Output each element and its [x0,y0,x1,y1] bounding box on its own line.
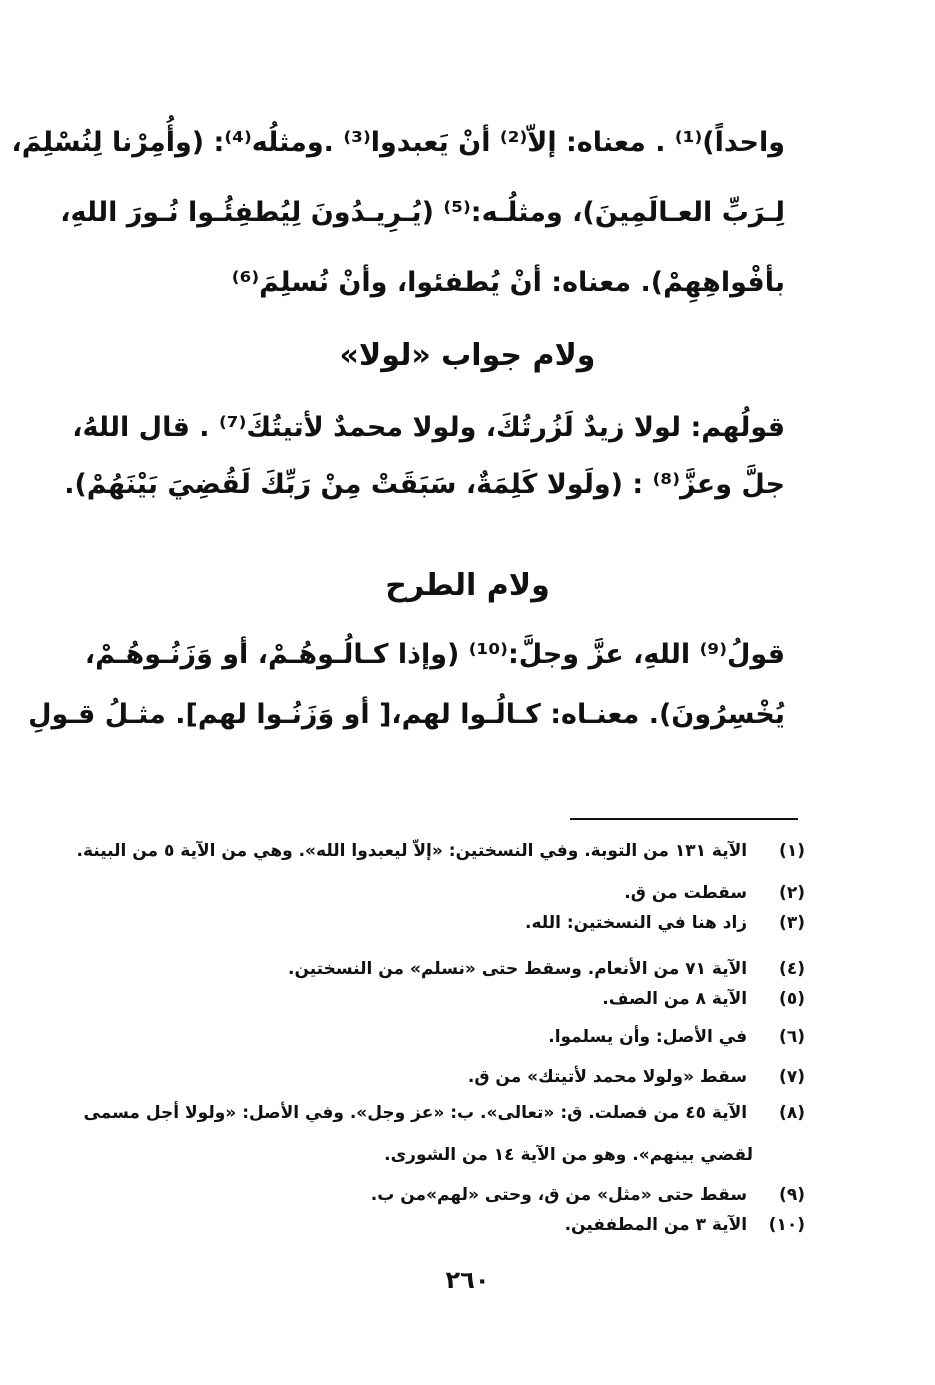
footnote-number: (٧) [779,1067,805,1087]
footnote-text: سقطت من ق. [624,883,748,903]
footnote-text: سقط حتى «مثل» من ق، وحتى «لهم»من ب. [370,1185,748,1205]
footnote-number: (١٠) [768,1215,805,1235]
footnote [76,836,805,866]
footnote-text: زاد هنا في النسختين: الله. [525,913,748,933]
page-number: ٢٦٠ [445,1266,490,1294]
footnote-number: (٩) [779,1185,805,1205]
footnote [95,1180,805,1210]
footnote [95,878,805,908]
footnote-number: (٤) [779,959,805,979]
footnote-text: الآية ٧١ من الأنعام. وسقط حتى «نسلم» من النسختين. [287,959,748,979]
body-line: جلَّ وعزَّ⁽⁸⁾ : (ولَولا كَلِمَةٌ، سَبَقَتْ مِنْ رَبِّكَ لَقُضِيَ بَيْنَهُمْ). [64,469,785,500]
footnote-text: في الأصل: وأن يسلموا. [548,1027,748,1047]
body-line: واحداً)⁽¹⁾ . معناه: إلاّ⁽²⁾ أنْ يَعبدوا⁽³⁾ .ومثلُه⁽⁴⁾: (وأُمِرْنا لِنُسْلِمَ، [11,127,785,158]
footnote [95,908,805,938]
body-line: يُخْسِرُونَ). معنـاه: كـالُـوا لهم،[ أو وَزَنُـوا لهم]. مثـلُ قـولِ [28,699,785,730]
footnote-text: الآية ٨ من الصف. [602,989,748,1009]
footnote-number: (٢) [779,883,805,903]
footnote-text: الآية ٣ من المطففين. [564,1215,748,1235]
footnote [83,1098,805,1128]
footnote-number: (٥) [779,989,805,1009]
footnote-number: (٦) [779,1027,805,1047]
footnote [95,1210,805,1240]
footnote-continuation: لقضي بينهم». وهو من الآية ١٤ من الشورى. [384,1145,753,1165]
body-line: لِـرَبِّ العـالَمِينَ)، ومثلُـه:⁽⁵⁾ (يُـرِيـدُونَ لِيُطفِئُـوا نُـورَ اللهِ، [60,197,785,228]
footnote [95,984,805,1014]
footnote-text: الآية ١٣١ من التوبة. وفي النسختين: «إلاّ ليعبدوا الله». وهي من الآية ٥ من البينة. [76,841,748,861]
footnote-number: (٨) [779,1103,805,1123]
section-heading: ولام الطرح [385,568,550,603]
footnote-text: الآية ٤٥ من فصلت. ق: «تعالى». ب: «عز وجل». وفي الأصل: «ولولا أجل مسمى [83,1103,748,1123]
footnote [95,1062,805,1092]
footnote-separator [570,818,798,820]
footnote-text: سقط «ولولا محمد لأتيتك» من ق. [467,1067,748,1087]
footnote-number: (٣) [779,913,805,933]
section-heading: ولام جواب «لولا» [339,338,596,373]
footnote [95,1022,805,1052]
body-line: قولُهم: لولا زيدٌ لَزُرتُكَ، ولولا محمدٌ لأتيتُكَ⁽⁷⁾ . قال اللهُ، [72,412,785,443]
footnote-number: (١) [779,841,805,861]
body-line: قولُ⁽⁹⁾ اللهِ، عزَّ وجلَّ:⁽¹⁰⁾ (وإذا كـالُـوهُـمْ، أو وَزَنُـوهُـمْ، [84,639,785,670]
footnote [95,954,805,984]
body-line: بأفْواهِهِمْ). معناه: أنْ يُطفئوا، وأنْ نُسلِمَ⁽⁶⁾ [231,267,785,298]
